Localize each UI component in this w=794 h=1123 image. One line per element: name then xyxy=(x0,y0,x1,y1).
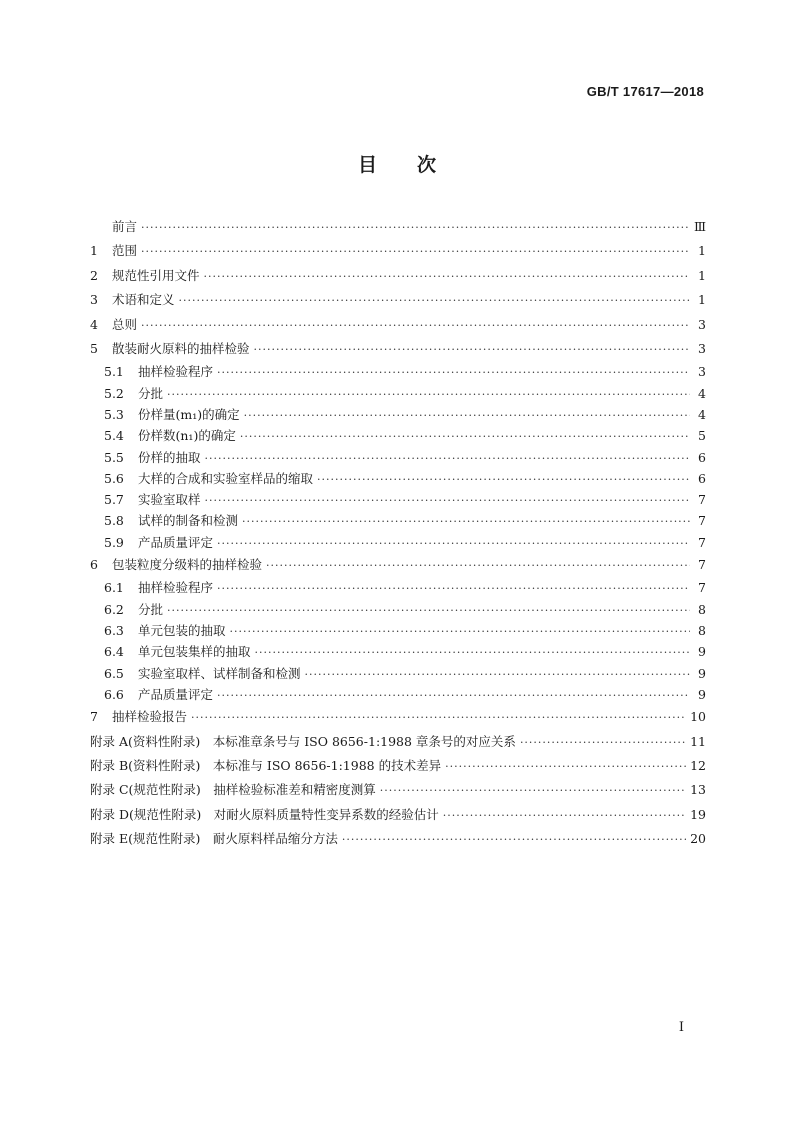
toc-entry-label: 试样的制备和检测 xyxy=(138,513,239,529)
toc-entry-page: 7 xyxy=(698,557,706,573)
toc-dot-leader xyxy=(167,384,690,405)
toc-dot-leader xyxy=(141,240,690,264)
toc-entry[interactable] xyxy=(90,288,706,312)
toc-entry-label: 前言 xyxy=(112,219,138,234)
toc-entry-page: 9 xyxy=(698,665,706,681)
toc-dot-leader xyxy=(240,426,690,447)
toc-dot-leader xyxy=(217,685,690,706)
toc-dot-leader xyxy=(230,621,690,642)
toc-dot-leader xyxy=(254,338,690,362)
toc-entry[interactable] xyxy=(90,337,706,361)
toc-entry-number: 5.2 xyxy=(104,385,124,401)
toc-entry-page: 7 xyxy=(698,492,706,508)
toc-entry-page: 4 xyxy=(698,406,706,422)
toc-dot-leader xyxy=(317,469,690,490)
toc-entry[interactable] xyxy=(90,447,706,468)
toc-entry-label: 抽样检验报告 xyxy=(112,709,188,725)
toc-entry-number: 7 xyxy=(90,709,98,725)
table-of-contents xyxy=(90,215,706,852)
toc-entry-page: 11 xyxy=(690,733,706,749)
toc-entry-page: 4 xyxy=(698,385,706,401)
toc-entry[interactable] xyxy=(90,778,706,802)
toc-dot-leader xyxy=(242,511,690,532)
toc-entry[interactable] xyxy=(90,313,706,337)
toc-entry-page: 7 xyxy=(698,580,706,596)
toc-dot-leader xyxy=(244,405,690,426)
toc-dot-leader xyxy=(179,289,690,313)
toc-dot-leader xyxy=(204,265,690,289)
toc-entry-number: 6.5 xyxy=(104,665,124,681)
toc-entry-number: 6.3 xyxy=(104,623,124,638)
toc-entry[interactable] xyxy=(90,404,706,425)
toc-dot-leader xyxy=(520,731,686,755)
toc-entry-label: 附录 C(规范性附录) 抽样检验标准差和精密度测算 xyxy=(90,782,376,798)
toc-entry-number: 5.6 xyxy=(104,470,124,486)
toc-entry[interactable] xyxy=(90,730,706,754)
toc-entry-page: 12 xyxy=(690,757,706,773)
toc-entry-label: 规范性引用文件 xyxy=(112,267,200,283)
toc-entry-page: 10 xyxy=(690,709,706,725)
toc-entry[interactable] xyxy=(90,532,706,553)
toc-dot-leader xyxy=(141,314,690,338)
toc-entry-number: 5.8 xyxy=(104,513,124,529)
toc-entry[interactable] xyxy=(90,489,706,510)
toc-dot-leader xyxy=(217,578,690,599)
toc-entry[interactable] xyxy=(90,754,706,778)
toc-entry-page: 9 xyxy=(698,686,706,702)
toc-dot-leader xyxy=(205,490,690,511)
toc-entry-number: 6.1 xyxy=(104,580,124,596)
toc-entry-page: 13 xyxy=(690,782,706,798)
toc-entry-page: 8 xyxy=(698,623,706,638)
toc-entry-label: 份样数(n₁)的确定 xyxy=(138,428,236,444)
toc-dot-leader xyxy=(255,642,690,663)
toc-entry[interactable] xyxy=(90,468,706,489)
toc-entry-page: 8 xyxy=(698,601,706,617)
standard-code: GB/T 17617—2018 xyxy=(586,84,704,99)
toc-entry-label: 抽样检验程序 xyxy=(138,364,214,380)
toc-entry-label: 份样量(m₁)的确定 xyxy=(138,406,240,422)
toc-entry-page: 7 xyxy=(698,513,706,529)
toc-entry-number: 5.9 xyxy=(104,534,124,550)
toc-dot-leader xyxy=(443,804,686,828)
toc-entry-number: 6.4 xyxy=(104,644,124,660)
toc-entry-number: 5.7 xyxy=(104,492,124,508)
toc-entry[interactable] xyxy=(90,553,706,577)
toc-entry[interactable] xyxy=(90,215,706,239)
toc-entry-page: 3 xyxy=(698,364,706,380)
page-number: I xyxy=(678,1020,684,1035)
toc-entry[interactable] xyxy=(90,827,706,851)
toc-dot-leader xyxy=(217,533,690,554)
toc-entry-number: 5.4 xyxy=(104,428,124,444)
page-title: 目次 xyxy=(357,154,476,176)
toc-entry-label: 附录 E(规范性附录) 耐火原料样品缩分方法 xyxy=(90,831,338,847)
toc-entry-page: 6 xyxy=(698,449,706,465)
toc-entry[interactable] xyxy=(90,803,706,827)
toc-dot-leader xyxy=(445,755,686,779)
toc-dot-leader xyxy=(266,554,690,578)
toc-entry-number: 5.3 xyxy=(104,406,124,422)
toc-entry-number: 5 xyxy=(90,340,98,356)
toc-dot-leader xyxy=(305,664,690,685)
toc-entry[interactable] xyxy=(90,663,706,684)
toc-entry-number: 5.5 xyxy=(104,449,124,465)
toc-dot-leader xyxy=(141,216,690,240)
toc-entry-label: 术语和定义 xyxy=(112,292,175,308)
toc-entry-number: 3 xyxy=(90,292,98,308)
toc-entry[interactable] xyxy=(90,361,706,382)
toc-entry-label: 分批 xyxy=(138,601,164,617)
toc-entry-page: 6 xyxy=(698,470,706,486)
toc-entry-label: 范围 xyxy=(112,243,138,259)
toc-entry-label: 大样的合成和实验室样品的缩取 xyxy=(138,470,314,486)
toc-entry-page: Ⅲ xyxy=(693,219,706,234)
toc-entry-page: 3 xyxy=(698,316,706,332)
toc-entry-label: 总则 xyxy=(112,316,138,332)
toc-entry-number: 4 xyxy=(90,316,98,332)
toc-entry-page: 7 xyxy=(698,534,706,550)
toc-entry-label: 实验室取样 xyxy=(138,492,201,508)
toc-entry[interactable] xyxy=(90,620,706,641)
toc-dot-leader xyxy=(191,706,686,730)
toc-entry-page: 5 xyxy=(698,428,706,444)
toc-entry-label: 单元包装的抽取 xyxy=(138,623,226,638)
toc-entry[interactable] xyxy=(90,383,706,404)
toc-dot-leader xyxy=(342,828,686,852)
toc-entry-number: 2 xyxy=(90,267,98,283)
toc-entry-page: 20 xyxy=(690,831,706,847)
toc-entry-label: 附录 A(资料性附录) 本标准章条号与 ISO 8656-1:1988 章条号的对应关系 xyxy=(90,733,516,749)
toc-entry[interactable] xyxy=(90,577,706,598)
toc-entry-number: 1 xyxy=(90,243,98,259)
toc-entry-label: 产品质量评定 xyxy=(138,686,214,702)
toc-entry-page: 1 xyxy=(698,267,706,283)
toc-entry-label: 单元包装集样的抽取 xyxy=(138,644,251,660)
toc-entry-page: 19 xyxy=(690,806,706,822)
toc-entry[interactable] xyxy=(90,425,706,446)
toc-entry[interactable] xyxy=(90,264,706,288)
toc-entry[interactable] xyxy=(90,684,706,705)
toc-entry-label: 抽样检验程序 xyxy=(138,580,214,596)
toc-entry-label: 产品质量评定 xyxy=(138,534,214,550)
toc-dot-leader xyxy=(205,448,690,469)
toc-entry[interactable] xyxy=(90,599,706,620)
toc-entry-label: 附录 B(资料性附录) 本标准与 ISO 8656-1:1988 的技术差异 xyxy=(90,757,442,773)
toc-entry-number: 6.6 xyxy=(104,686,124,702)
toc-entry-label: 散装耐火原料的抽样检验 xyxy=(112,340,250,356)
toc-entry-number: 5.1 xyxy=(104,364,124,380)
toc-entry-label: 附录 D(规范性附录) 对耐火原料质量特性变异系数的经验估计 xyxy=(90,806,439,822)
toc-entry-label: 份样的抽取 xyxy=(138,449,201,465)
toc-dot-leader xyxy=(380,779,686,803)
toc-entry[interactable] xyxy=(90,641,706,662)
toc-dot-leader xyxy=(167,600,690,621)
toc-entry-label: 包装粒度分级料的抽样检验 xyxy=(112,557,263,573)
toc-entry[interactable] xyxy=(90,705,706,729)
toc-entry-label: 实验室取样、试样制备和检测 xyxy=(138,665,301,681)
toc-entry-number: 6 xyxy=(90,557,98,573)
toc-entry-page: 1 xyxy=(698,292,706,308)
toc-entry-number: 6.2 xyxy=(104,601,124,617)
toc-entry-page: 1 xyxy=(698,243,706,259)
toc-entry-page: 3 xyxy=(698,340,706,356)
toc-entry-label: 分批 xyxy=(138,385,164,401)
toc-dot-leader xyxy=(217,362,690,383)
toc-entry[interactable] xyxy=(90,239,706,263)
toc-entry[interactable] xyxy=(90,510,706,531)
toc-entry-page: 9 xyxy=(698,644,706,660)
